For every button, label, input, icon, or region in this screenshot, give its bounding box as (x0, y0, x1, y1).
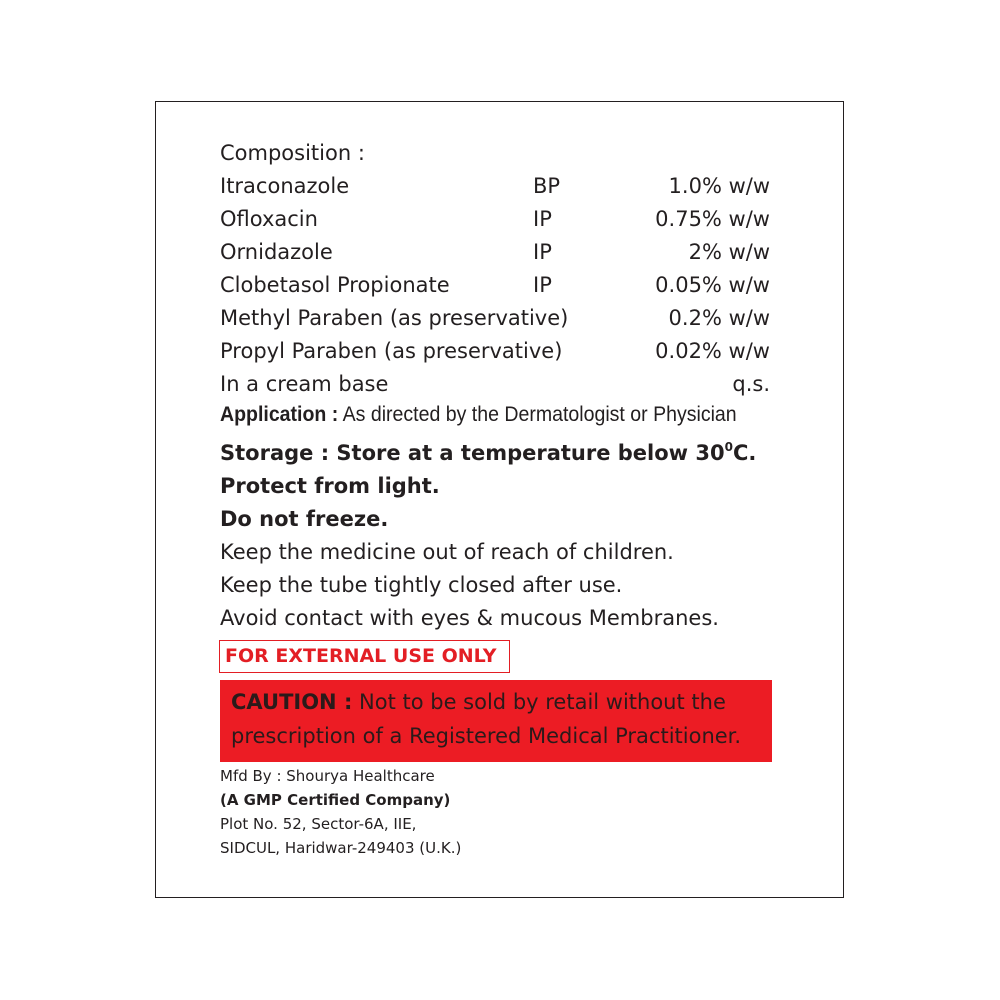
application-line (220, 400, 737, 430)
manufacturer-address-1: Plot No. 52, Sector-6A, IIE, (220, 815, 417, 833)
ingredient-quantity: q.s. (732, 372, 770, 396)
protect-from-light: Protect from light. (220, 474, 440, 498)
ingredient-row-cream-base (220, 369, 770, 399)
ingredient-row-ofloxacin (220, 204, 770, 234)
ingredient-row-ornidazole (220, 237, 770, 267)
ingredient-row-propyl-paraben (220, 336, 770, 366)
storage-unit: C. (732, 441, 757, 465)
ingredient-quantity: 2% w/w (688, 240, 770, 264)
ingredient-standard: IP (533, 207, 552, 231)
caution-text: Not to be sold by retail without the (352, 690, 726, 714)
caution-line-1 (231, 685, 772, 719)
ingredient-row-methyl-paraben (220, 303, 770, 333)
instruction-children: Keep the medicine out of reach of children. (220, 540, 674, 564)
instruction-eyes: Avoid contact with eyes & mucous Membranes. (220, 606, 719, 630)
manufacturer-address-2: SIDCUL, Haridwar-249403 (U.K.) (220, 839, 462, 857)
caution-banner (220, 680, 772, 762)
gmp-certification: (A GMP Certified Company) (220, 791, 451, 809)
ingredient-quantity: 0.05% w/w (655, 273, 770, 297)
external-use-badge: FOR EXTERNAL USE ONLY (219, 640, 510, 673)
manufacturer-name: Mfd By : Shourya Healthcare (220, 767, 435, 785)
ingredient-quantity: 0.2% w/w (668, 306, 770, 330)
ingredient-name: Propyl Paraben (as preservative) (220, 339, 563, 363)
ingredient-row-clobetasol (220, 270, 770, 300)
ingredient-standard: IP (533, 273, 552, 297)
storage-text: Storage : Store at a temperature below 30 (220, 441, 725, 465)
ingredient-standard: BP (533, 174, 561, 198)
composition-heading: Composition : (220, 141, 365, 165)
caution-line-2: prescription of a Registered Medical Practitioner. (231, 724, 742, 748)
ingredient-name: Ofloxacin (220, 207, 318, 231)
caution-label: CAUTION : (231, 690, 353, 714)
instruction-tube: Keep the tube tightly closed after use. (220, 573, 623, 597)
ingredient-quantity: 1.0% w/w (668, 174, 770, 198)
ingredient-name: In a cream base (220, 372, 389, 396)
storage-line (220, 438, 756, 468)
ingredient-quantity: 0.75% w/w (655, 207, 770, 231)
ingredient-name: Clobetasol Propionate (220, 273, 450, 297)
ingredient-name: Methyl Paraben (as preservative) (220, 306, 569, 330)
ingredient-name: Itraconazole (220, 174, 350, 198)
application-text: As directed by the Dermatologist or Physician (338, 403, 737, 426)
ingredient-row-itraconazole (220, 171, 770, 201)
ingredient-quantity: 0.02% w/w (655, 339, 770, 363)
degree-symbol: 0 (724, 440, 733, 454)
ingredient-name: Ornidazole (220, 240, 333, 264)
ingredient-standard: IP (533, 240, 552, 264)
do-not-freeze: Do not freeze. (220, 507, 389, 531)
application-label: Application : (220, 403, 339, 426)
